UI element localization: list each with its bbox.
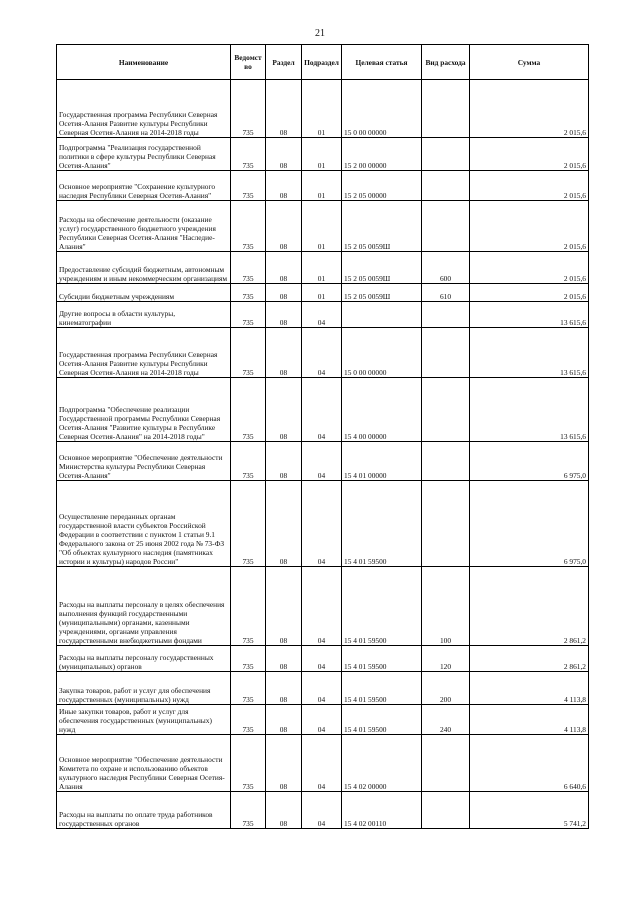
cell-podrazdel: 04 <box>302 705 342 735</box>
cell-sum: 2 015,6 <box>470 138 589 171</box>
table-row <box>57 672 589 705</box>
cell-name: Основное мероприятие "Сохранение культурного наследия Республики Северная Осетия-Алания" <box>57 171 231 201</box>
cell-csr: 15 4 01 59500 <box>342 646 422 672</box>
cell-sum: 4 113,8 <box>470 705 589 735</box>
cell-csr: 15 4 01 59500 <box>342 672 422 705</box>
page-number: 21 <box>315 28 325 39</box>
cell-podrazdel: 01 <box>302 201 342 252</box>
table-row <box>57 284 589 302</box>
cell-name: Основное мероприятие "Обеспечение деятельности Министерства культуры Республики Северная Осетия-Алания" <box>57 442 231 481</box>
cell-podrazdel: 01 <box>302 171 342 201</box>
cell-csr: 15 4 02 00000 <box>342 735 422 792</box>
cell-ved: 735 <box>231 792 266 829</box>
cell-vr <box>422 138 470 171</box>
cell-csr: 15 4 01 59500 <box>342 567 422 646</box>
cell-razdel: 08 <box>266 252 302 284</box>
cell-podrazdel: 04 <box>302 672 342 705</box>
table-row <box>57 481 589 567</box>
cell-csr: 15 4 01 59500 <box>342 705 422 735</box>
cell-razdel: 08 <box>266 171 302 201</box>
cell-name: Подпрограмма "Реализация государственной политики в сфере культуры Республики Северная Осетия-Алания" <box>57 138 231 171</box>
table-row <box>57 328 589 378</box>
cell-ved: 735 <box>231 672 266 705</box>
cell-razdel: 08 <box>266 80 302 138</box>
cell-sum: 2 015,6 <box>470 201 589 252</box>
cell-razdel: 08 <box>266 328 302 378</box>
cell-podrazdel: 04 <box>302 378 342 442</box>
table-row <box>57 735 589 792</box>
header-podrazdel: Подраздел <box>302 45 342 80</box>
cell-ved: 735 <box>231 646 266 672</box>
cell-csr <box>342 302 422 328</box>
cell-sum: 2 015,6 <box>470 252 589 284</box>
cell-ved: 735 <box>231 284 266 302</box>
cell-sum: 6 975,0 <box>470 442 589 481</box>
cell-vr: 100 <box>422 567 470 646</box>
cell-sum: 6 640,6 <box>470 735 589 792</box>
cell-csr: 15 2 00 00000 <box>342 138 422 171</box>
cell-vr <box>422 378 470 442</box>
cell-ved: 735 <box>231 138 266 171</box>
table-row <box>57 252 589 284</box>
cell-name: Осуществление переданных органам государственной власти субъектов Российской Федерации в соответствии с пунктом 1 статьи 9.1 Федерального закона от 25 июня 2002 года № 73-ФЗ "Об объектах культурного наследия (памятниках истории и культуры) народов России" <box>57 481 231 567</box>
cell-sum: 13 615,6 <box>470 328 589 378</box>
cell-name: Основное мероприятие "Обеспечение деятельности Комитета по охране и использованию объектов культурного наследия Республики Северная Осетия-Алания <box>57 735 231 792</box>
cell-name: Расходы на выплаты по оплате труда работников государственных органов <box>57 792 231 829</box>
table-row <box>57 171 589 201</box>
cell-csr: 15 4 02 00110 <box>342 792 422 829</box>
table-header-row <box>57 45 589 80</box>
cell-ved: 735 <box>231 171 266 201</box>
table-row <box>57 567 589 646</box>
cell-ved: 735 <box>231 442 266 481</box>
cell-csr: 15 4 01 00000 <box>342 442 422 481</box>
cell-razdel: 08 <box>266 302 302 328</box>
cell-vr <box>422 328 470 378</box>
cell-csr: 15 0 00 00000 <box>342 80 422 138</box>
cell-sum: 2 015,6 <box>470 171 589 201</box>
header-ved: Ведомст во <box>231 45 266 80</box>
table-row <box>57 302 589 328</box>
cell-vr <box>422 80 470 138</box>
cell-ved: 735 <box>231 252 266 284</box>
cell-razdel: 08 <box>266 378 302 442</box>
cell-csr: 15 2 05 00000 <box>342 171 422 201</box>
cell-vr: 600 <box>422 252 470 284</box>
cell-vr <box>422 201 470 252</box>
cell-sum: 13 615,6 <box>470 302 589 328</box>
cell-sum: 2 015,6 <box>470 80 589 138</box>
cell-podrazdel: 04 <box>302 792 342 829</box>
budget-table <box>56 44 589 829</box>
header-razdel: Раздел <box>266 45 302 80</box>
cell-sum: 6 975,0 <box>470 481 589 567</box>
cell-name: Иные закупки товаров, работ и услуг для обеспечения государственных (муниципальных) нужд <box>57 705 231 735</box>
cell-name: Закупка товаров, работ и услуг для обеспечения государственных (муниципальных) нужд <box>57 672 231 705</box>
cell-razdel: 08 <box>266 201 302 252</box>
cell-name: Государственная программа Республики Северная Осетия-Алания Развитие культуры Республики Северная Осетия-Алания на 2014-2018 годы <box>57 328 231 378</box>
cell-podrazdel: 01 <box>302 80 342 138</box>
cell-razdel: 08 <box>266 646 302 672</box>
cell-razdel: 08 <box>266 138 302 171</box>
cell-razdel: 08 <box>266 672 302 705</box>
cell-vr <box>422 442 470 481</box>
cell-ved: 735 <box>231 378 266 442</box>
cell-podrazdel: 04 <box>302 481 342 567</box>
cell-ved: 735 <box>231 201 266 252</box>
header-sum: Сумма <box>470 45 589 80</box>
cell-podrazdel: 04 <box>302 328 342 378</box>
cell-ved: 735 <box>231 705 266 735</box>
cell-csr: 15 0 00 00000 <box>342 328 422 378</box>
cell-sum: 2 015,6 <box>470 284 589 302</box>
cell-vr: 200 <box>422 672 470 705</box>
cell-name: Другие вопросы в области культуры, кинематографии <box>57 302 231 328</box>
cell-csr: 15 2 05 0059Ш <box>342 252 422 284</box>
cell-ved: 735 <box>231 302 266 328</box>
cell-vr: 240 <box>422 705 470 735</box>
cell-ved: 735 <box>231 481 266 567</box>
header-csr: Целевая статья <box>342 45 422 80</box>
cell-csr: 15 2 05 0059Ш <box>342 284 422 302</box>
cell-podrazdel: 04 <box>302 302 342 328</box>
cell-podrazdel: 01 <box>302 284 342 302</box>
cell-vr <box>422 171 470 201</box>
cell-vr <box>422 735 470 792</box>
header-vr: Вид расхода <box>422 45 470 80</box>
cell-razdel: 08 <box>266 567 302 646</box>
cell-name: Государственная программа Республики Северная Осетия-Алания Развитие культуры Республики Северная Осетия-Алания на 2014-2018 годы <box>57 80 231 138</box>
cell-razdel: 08 <box>266 735 302 792</box>
table-row <box>57 80 589 138</box>
cell-sum: 2 861,2 <box>470 646 589 672</box>
cell-sum: 2 861,2 <box>470 567 589 646</box>
cell-vr: 610 <box>422 284 470 302</box>
cell-ved: 735 <box>231 328 266 378</box>
cell-name: Предоставление субсидий бюджетным, автономным учреждениям и иным некоммерческим организациям <box>57 252 231 284</box>
header-name: Наименование <box>57 45 231 80</box>
table-row <box>57 705 589 735</box>
cell-podrazdel: 04 <box>302 735 342 792</box>
cell-sum: 13 615,6 <box>470 378 589 442</box>
cell-ved: 735 <box>231 567 266 646</box>
cell-vr <box>422 302 470 328</box>
table-row <box>57 792 589 829</box>
cell-name: Расходы на выплаты персоналу в целях обеспечения выполнения функций государственными (муниципальными) органами, казенными учреждениями, органами управления государственными внебюджетными фондами <box>57 567 231 646</box>
table-row <box>57 378 589 442</box>
cell-razdel: 08 <box>266 284 302 302</box>
cell-sum: 5 741,2 <box>470 792 589 829</box>
cell-sum: 4 113,8 <box>470 672 589 705</box>
table-row <box>57 646 589 672</box>
cell-vr <box>422 792 470 829</box>
cell-podrazdel: 04 <box>302 646 342 672</box>
cell-name: Субсидии бюджетным учреждениям <box>57 284 231 302</box>
cell-podrazdel: 01 <box>302 138 342 171</box>
table-row <box>57 138 589 171</box>
cell-csr: 15 2 05 0059Ш <box>342 201 422 252</box>
cell-vr <box>422 481 470 567</box>
table-row <box>57 442 589 481</box>
cell-podrazdel: 01 <box>302 252 342 284</box>
cell-ved: 735 <box>231 80 266 138</box>
cell-csr: 15 4 00 00000 <box>342 378 422 442</box>
cell-razdel: 08 <box>266 481 302 567</box>
cell-name: Подпрограмма "Обеспечение реализации Государственной программы Республики Северная Осетия-Алания "Развитие культуры в Республике Северная Осетия-Алания" на 2014-2018 годы" <box>57 378 231 442</box>
cell-razdel: 08 <box>266 442 302 481</box>
cell-name: Расходы на выплаты персоналу государственных (муниципальных) органов <box>57 646 231 672</box>
cell-csr: 15 4 01 59500 <box>342 481 422 567</box>
cell-vr: 120 <box>422 646 470 672</box>
cell-podrazdel: 04 <box>302 567 342 646</box>
cell-podrazdel: 04 <box>302 442 342 481</box>
table-row <box>57 201 589 252</box>
cell-ved: 735 <box>231 735 266 792</box>
cell-name: Расходы на обеспечение деятельности (оказание услуг) государственного бюджетного учреждения Республики Северная Осетия-Алания "Наследие-Алания" <box>57 201 231 252</box>
cell-razdel: 08 <box>266 705 302 735</box>
cell-razdel: 08 <box>266 792 302 829</box>
